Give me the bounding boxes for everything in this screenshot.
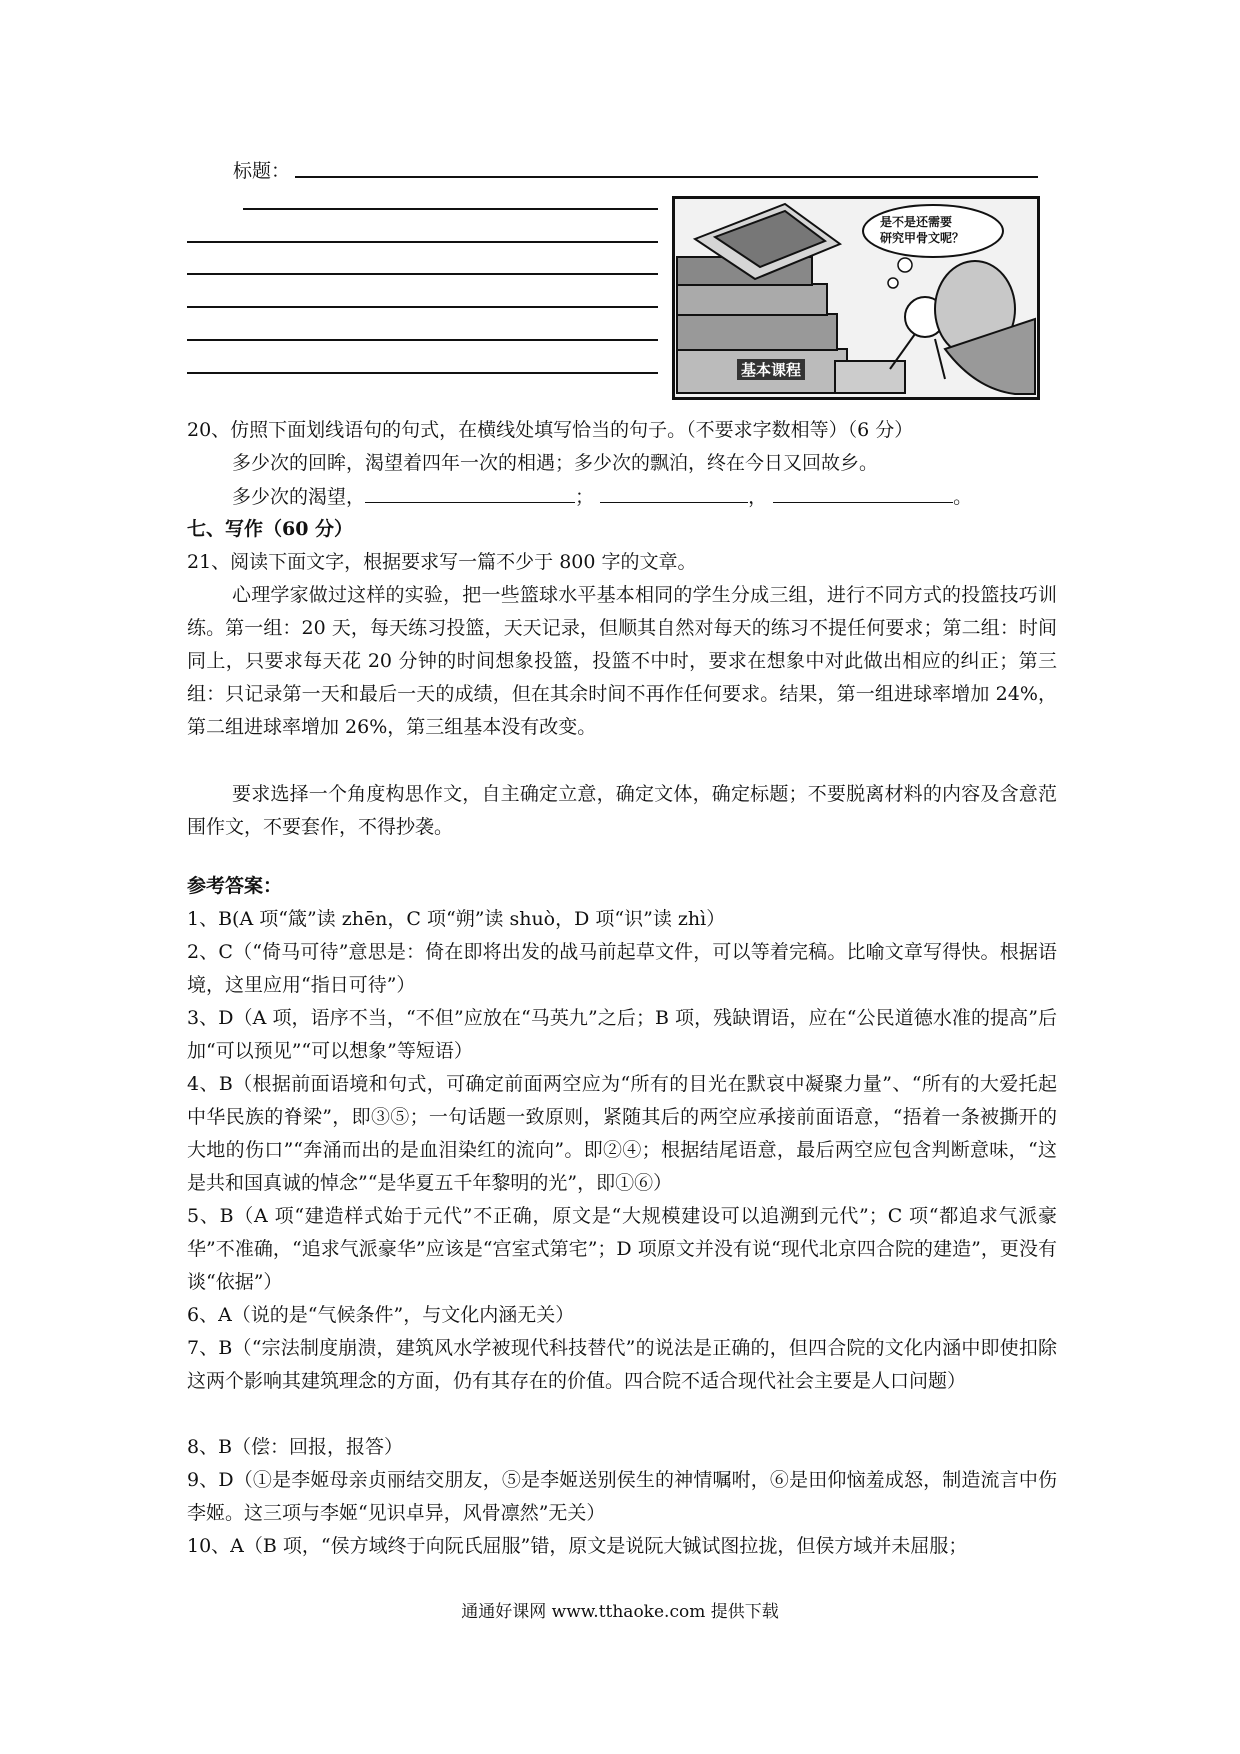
answer-item: 9、D（①是李姬母亲贞丽结交朋友，⑤是李姬送别侯生的神情嘱咐，⑥是田仰恼羞成怒，制造流言中伤李姬。这三项与李姬“见识卓异，风骨凛然”无关） — [187, 1469, 1057, 1524]
answer-item: 10、A（B 项，“侯方域终于向阮氏屈服”错，原文是说阮大铖试图拉拢，但侯方域并未屈服； — [187, 1535, 968, 1557]
answer-line-1[interactable] — [243, 208, 658, 210]
q21-prompt: 21、阅读下面文字，根据要求写一篇不少于 800 字的文章。 — [187, 551, 697, 573]
answer-item: 1、B(A 项“箴”读 zhēn，C 项“朔”读 shuò，D 项“识”读 zhì） — [187, 908, 726, 930]
answer-item: 5、B（A 项“建造样式始于元代”不正确，原文是“大规模建设可以追溯到元代”；C 项“都追求气派豪华”不准确，“追求气派豪华”应该是“宫室式第宅”；D 项原文并没有说“现代北京四合院的建造”，更没有谈“依据”） — [187, 1205, 1057, 1293]
answer-line-3[interactable] — [187, 273, 658, 275]
section7-heading: 七、写作（60 分） — [187, 518, 354, 540]
q20-end: 。 — [953, 486, 973, 508]
q21-material: 心理学家做过这样的实验，把一些篮球水平基本相同的学生分成三组，进行不同方式的投篮技巧训练。第一组：20 天，每天练习投篮，天天记录，但顺其自然对每天的练习不提任何要求；第二组：时间同上，只要求每天花 20 分钟的时间想象投篮，投篮不中时，要求在想象中对此做出相应的纠正；第三组：只记录第一天和最后一天的成绩，但在其余时间不再作任何要求。结果，第一组进球率增加 24%，第二组进球率增加 26%，第三组基本没有改变。 — [187, 584, 1057, 738]
answer-item: 4、B（根据前面语境和句式，可确定前面两空应为“所有的目光在默哀中凝聚力量”、“所有的大爱托起中华民族的脊梁”，即③⑤；一句话题一致原则，紧随其后的两空应承接前面语意，“捂着一条被撕开的大地的伤口”“奔涌而出的是血泪染红的流向”。即②④；根据结尾语意，最后两空应包含判断意味，“这是共和国真诚的悼念”“是华夏五千年黎明的光”，即①⑥） — [187, 1073, 1057, 1194]
q20-example: 多少次的回眸，渴望着四年一次的相遇；多少次的飘泊，终在今日又回故乡。 — [232, 452, 879, 474]
answers-heading: 参考答案： — [187, 875, 283, 897]
title-label: 标题： — [233, 160, 291, 182]
cartoon-illustration — [672, 196, 1040, 400]
q20-fill-row — [187, 480, 1057, 514]
q20-blank-3[interactable] — [773, 480, 953, 503]
answer-item: 3、D（A 项，语序不当，“不但”应放在“马英九”之后；B 项，残缺谓语，应在“公民道德水准的提高”后加“可以预见”“可以想象”等短语） — [187, 1007, 1057, 1062]
q20-blank-2[interactable] — [600, 480, 748, 503]
answer-item: 2、C（“倚马可待”意思是：倚在即将出发的战马前起草文件，可以等着完稿。比喻文章写得快。根据语境，这里应用“指日可待”） — [187, 941, 1057, 996]
answer-line-4[interactable] — [187, 306, 658, 308]
q20-blank-1[interactable] — [365, 480, 575, 503]
q20-prompt: 20、仿照下面划线语句的句式，在横线处填写恰当的句子。（不要求字数相等）（6 分） — [187, 419, 914, 441]
answer-line-5[interactable] — [187, 339, 658, 341]
page-footer: 通通好课网 www.tthaoke.com 提供下载 — [461, 1602, 779, 1622]
bubble-text-line-1: 是不是还需要 — [880, 215, 953, 229]
q20-sep-1: ； — [575, 486, 595, 508]
q21-requirement: 要求选择一个角度构思作文，自主确定立意，确定文体，确定标题；不要脱离材料的内容及含意范围作文，不要套作，不得抄袭。 — [187, 783, 1057, 838]
answer-line-6[interactable] — [187, 372, 658, 374]
answer-item: 6、A（说的是“气候条件”，与文化内涵无关） — [187, 1304, 575, 1326]
bubble-text-line-2: 研究甲骨文呢？ — [880, 231, 965, 245]
q20-fill-prefix: 多少次的渴望， — [232, 486, 366, 508]
answer-line-2[interactable] — [187, 241, 658, 243]
answer-item: 8、B（偿：回报，报答） — [187, 1436, 404, 1458]
answer-item: 7、B（“宗法制度崩溃，建筑风水学被现代科技替代”的说法是正确的，但四合院的文化内涵中即使扣除这两个影响其建筑理念的方面，仍有其存在的价值。四合院不适合现代社会主要是人口问题） — [187, 1337, 1057, 1392]
q20-sep-2: ， — [748, 486, 768, 508]
cartoon-drawing — [675, 199, 1037, 397]
title-answer-line[interactable] — [295, 176, 1038, 178]
book-label: 基本课程 — [737, 359, 805, 380]
